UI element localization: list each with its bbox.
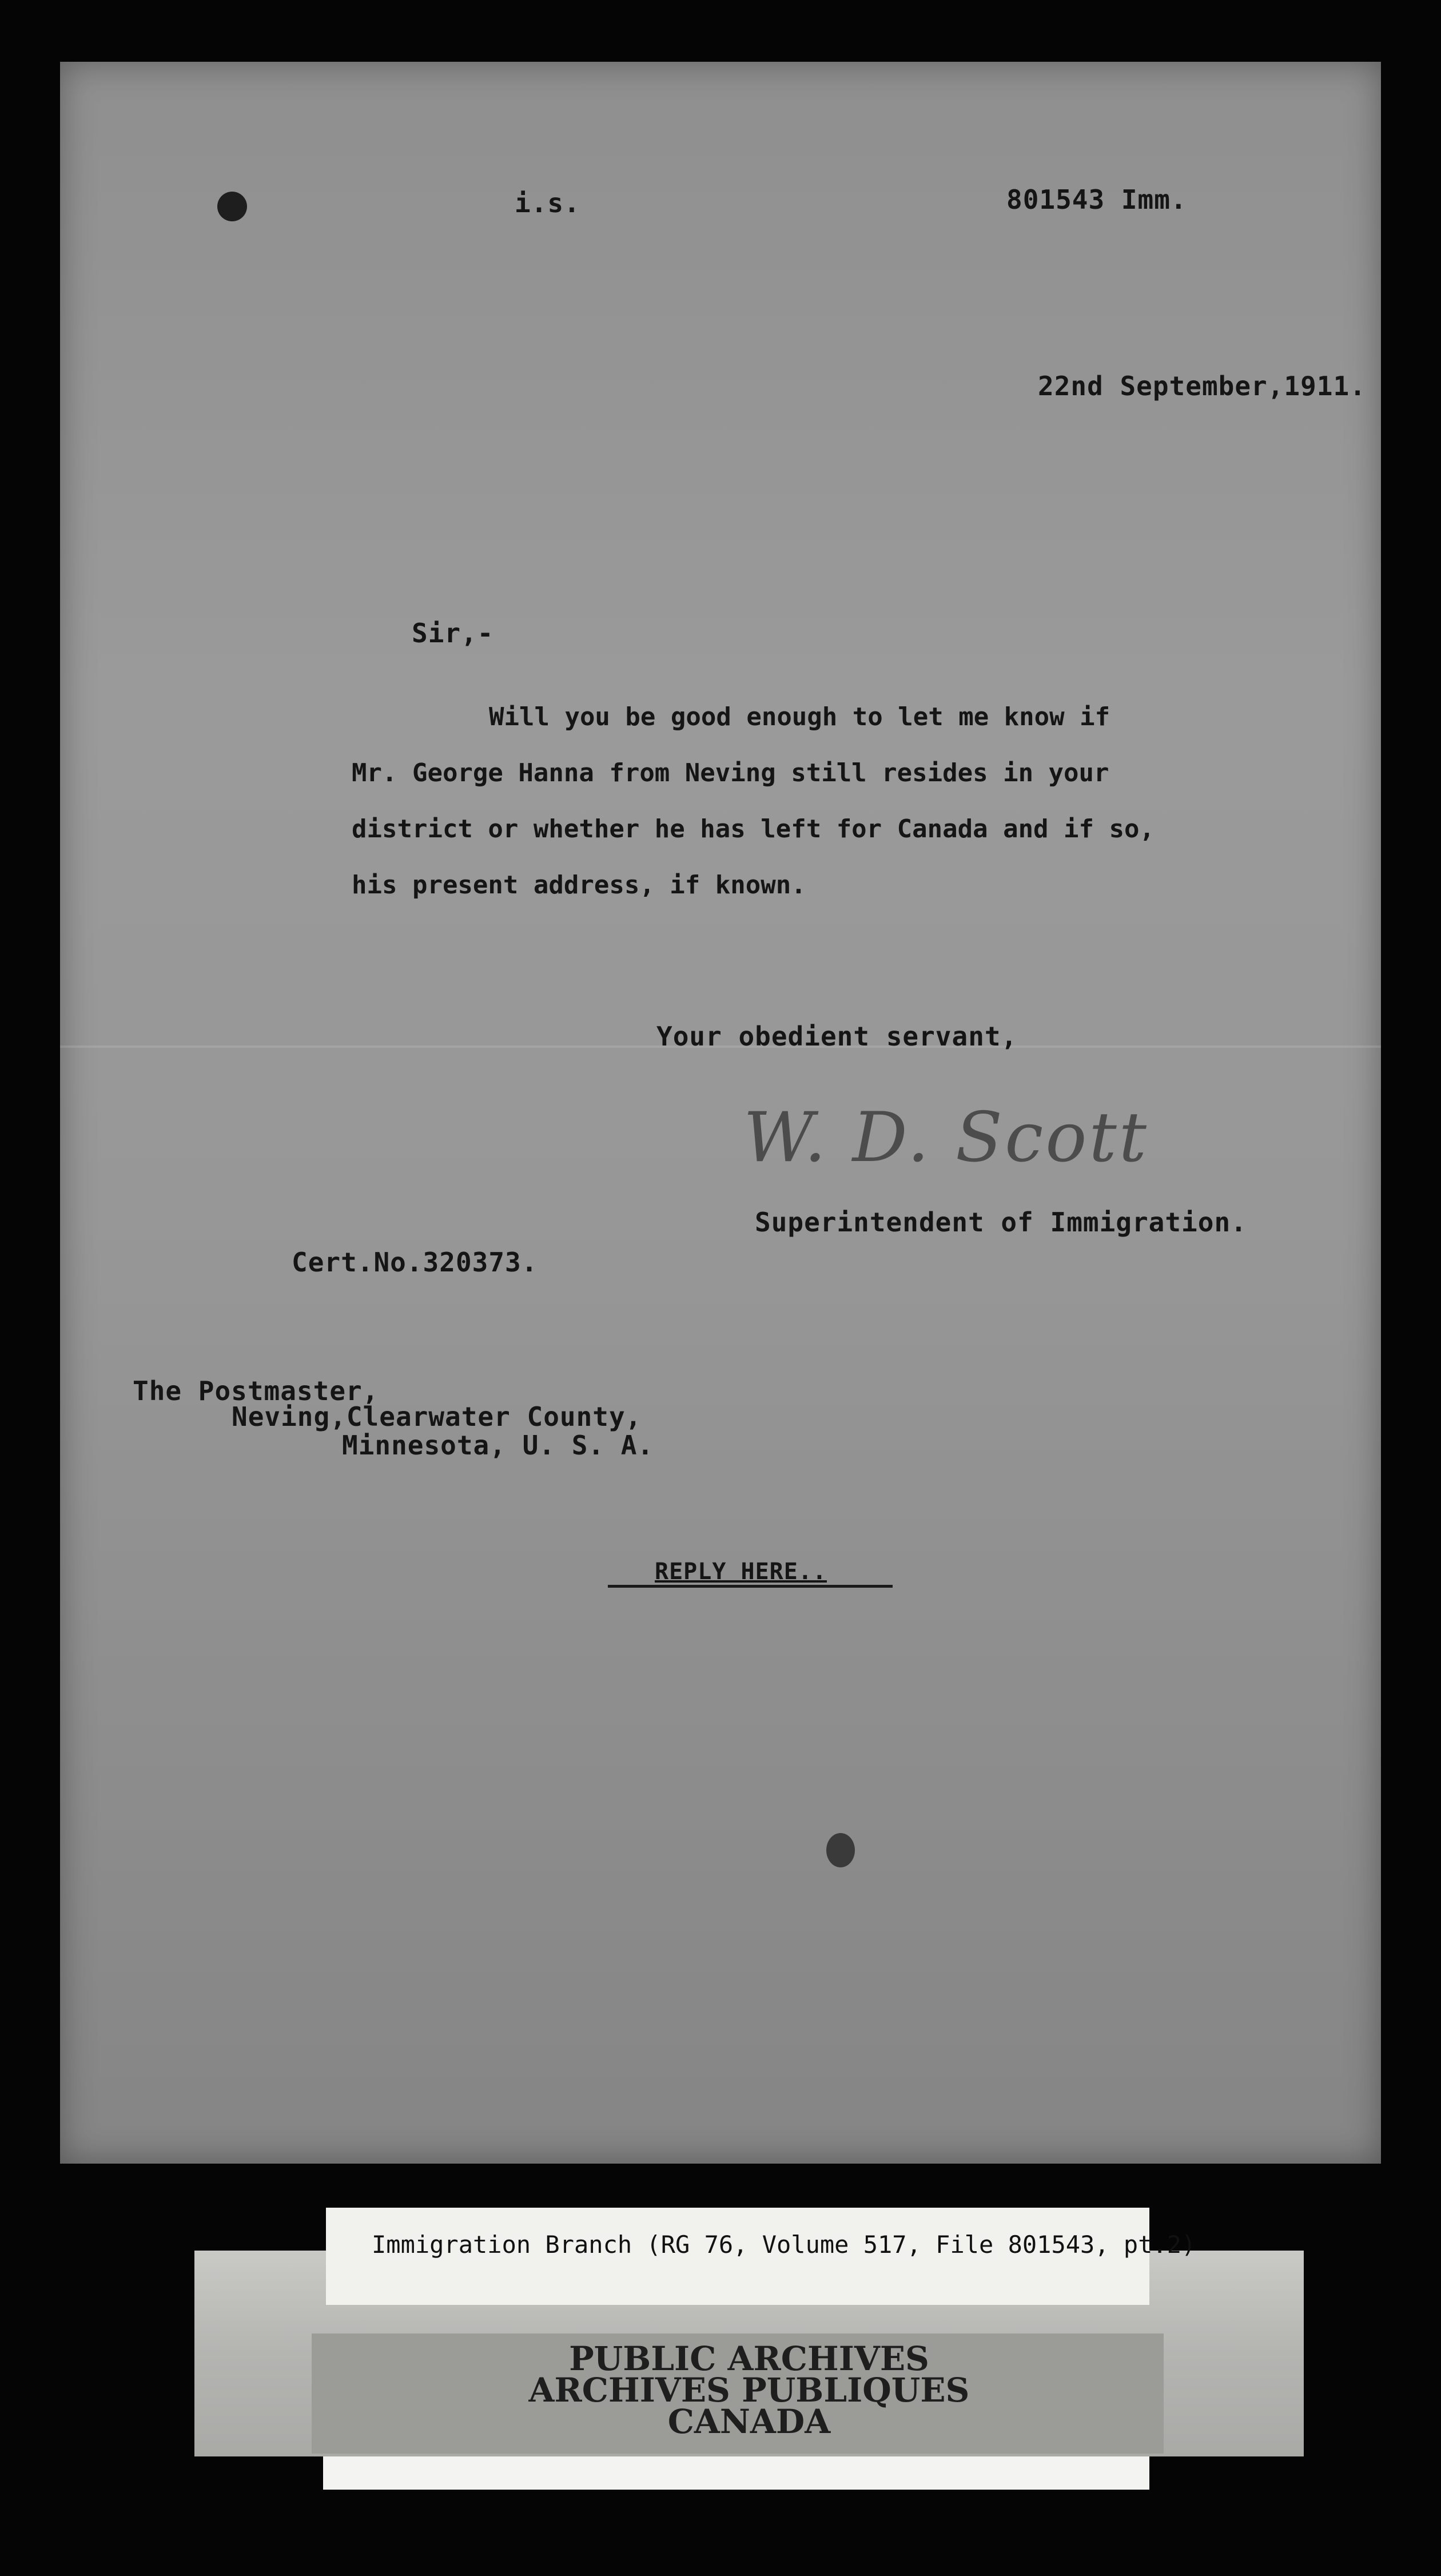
reply-here: REPLY HERE.. <box>655 1559 827 1585</box>
addressee-line: Minnesota, U. S. A. <box>342 1430 654 1461</box>
addressee-line: Neving,Clearwater County, <box>232 1401 642 1432</box>
body-line: district or whether he has left for Canada and if so, <box>352 814 1155 844</box>
closing: Your obedient servant, <box>656 1021 1018 1052</box>
label-bottom-strip <box>323 2456 1149 2490</box>
signatory-title: Superintendent of Immigration. <box>755 1207 1247 1238</box>
stamp-line: PUBLIC ARCHIVES <box>569 2339 929 2378</box>
signature: W. D. Scott <box>743 1098 1149 1178</box>
stamp-line: CANADA <box>667 2402 831 2441</box>
initials: i.s. <box>515 188 580 218</box>
paper-mark <box>826 1833 855 1867</box>
body-line: his present address, if known. <box>352 870 806 900</box>
ink-blot <box>217 192 247 221</box>
salutation: Sir,- <box>412 618 494 649</box>
file-reference: 801543 Imm. <box>1006 184 1187 215</box>
archive-reference: Immigration Branch (RG 76, Volume 517, File 801543, pt.2) <box>372 2231 1196 2259</box>
body-line: Mr. George Hanna from Neving still resides in your <box>352 758 1109 788</box>
addressee-line: The Postmaster, <box>133 1376 379 1406</box>
stamp-line: ARCHIVES PUBLIQUES <box>528 2371 970 2410</box>
certificate-number: Cert.No.320373. <box>292 1247 538 1278</box>
letter-body <box>352 689 1324 913</box>
reply-underline <box>608 1585 893 1588</box>
body-line: Will you be good enough to let me know if <box>489 702 1110 732</box>
letter-date: 22nd September,1911. <box>1038 371 1366 401</box>
